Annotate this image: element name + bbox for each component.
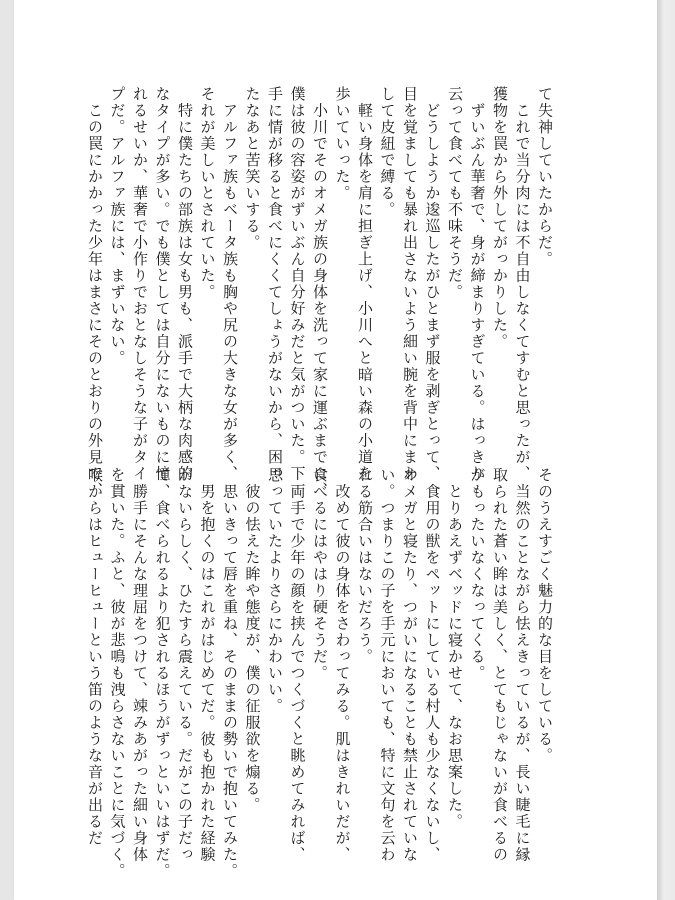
text-line: がもったいなくなってくる。 xyxy=(468,467,487,682)
text-line: がないらしく、ひたすら震えている。だがこの子だっ xyxy=(176,467,194,863)
book-page xyxy=(14,0,657,900)
text-line: どうしようか逡巡したがひとまず服を剥ぎとって、 xyxy=(423,86,442,482)
text-line: ずいぶん華奢で、身が締まりすぎている。はっきり xyxy=(468,86,487,482)
text-line: れる筋合いはないだろう。 xyxy=(356,467,374,665)
text-line: 彼の怯えた眸や態度が、僕の征服欲を煽る。 xyxy=(243,467,262,814)
text-line: そのうえすごく魅力的な目をしている。 xyxy=(536,467,554,764)
text-line: この罠にかかった少年はまさにそのとおりの外見で、 xyxy=(86,86,104,499)
text-line: て、食べられるより犯されるほうがずっといいはずだ。 xyxy=(153,467,172,880)
text-line: を貫いた。ふと、彼が悲鳴も洩らさないことに気づく。 xyxy=(108,467,127,880)
text-line: 獲物を罠から外してがっかりした。 xyxy=(491,86,509,350)
text-line: とりあえずベッドに寝かせて、なお思案した。 xyxy=(446,467,464,830)
text-line: して皮紐で縛る。 xyxy=(378,86,397,218)
text-line: それが美しいとされていた。 xyxy=(198,86,217,301)
text-line: プだ。アルファ族には、まずいない。 xyxy=(108,86,127,367)
text-line: 勝手にそんな理屈をつけて、竦みあがった細い身体 xyxy=(131,467,149,863)
text-line: 云って食べても不味そうだ。 xyxy=(446,86,464,301)
text-line: 喉からはヒューヒューという笛のような音が出るだ xyxy=(86,467,104,847)
text-line: 歩いていった。 xyxy=(333,86,352,202)
text-line: 思っていたよりさらにかわいい。 xyxy=(266,467,284,715)
text-line: 食べるにはやはり硬そうだ。 xyxy=(311,467,329,682)
text-line: 小川でそのオメガ族の身体を洗って家に運ぶまでに、 xyxy=(311,86,329,499)
text-line: 軽い身体を肩に担ぎ上げ、小川へと暗い森の小道を xyxy=(356,86,374,482)
text-line: れるせいか、華奢で小作りでおとなしそうな子がタイ xyxy=(131,86,149,482)
text-line: 両手で少年の顔を挟んでつくづくと眺めてみれば、 xyxy=(288,467,307,863)
text-line: 僕は彼の容姿がずいぶん自分好みだと気がついた。下 xyxy=(288,86,307,482)
text-line: て失神していたからだ。 xyxy=(536,86,554,268)
text-line: 手に情が移ると食べにくくてしょうがないから、困っ xyxy=(266,86,284,482)
text-line: 男を抱くのはこれがはじめてだ。彼も抱かれた経験 xyxy=(198,467,217,863)
text-line: 目を覚ましても暴れ出さないよう細い腕を背中にまわ xyxy=(401,86,419,482)
text-line: アルファ族もベータ族も胸や尻の大きな女が多く、 xyxy=(221,86,239,482)
text-line: なタイプが多い。でも僕としては自分にないものに憧 xyxy=(153,86,172,482)
text-line: 改めて彼の身体をさわってみる。肌はきれいだが、 xyxy=(333,467,352,863)
text-line: 取られた蒼い眸は美しく、とてもじゃないが食べるの xyxy=(491,467,509,863)
text-line: オメガと寝たり、つがいになることも禁止されていな xyxy=(401,467,419,863)
upper-text-section xyxy=(84,86,557,499)
text-line: 当然のことながら怯えきっているが、長い睫毛に縁 xyxy=(513,467,532,863)
text-line: 思いきって唇を重ね、そのままの勢いで抱いてみた。 xyxy=(221,467,239,880)
text-line: たなあと苦笑いする。 xyxy=(243,86,262,251)
text-line: 食用の獣をペットにしている村人も少なくないし、 xyxy=(423,467,442,863)
page-edge-shadow xyxy=(657,0,675,900)
text-line: い。つまりこの子を手元においても、特に文句を云わ xyxy=(378,467,397,863)
lower-text-section xyxy=(84,467,557,880)
text-line: これで当分肉には不自由しなくてすむと思ったが、 xyxy=(513,86,532,482)
text-line: 特に僕たちの部族は女も男も、派手で大柄な肉感的 xyxy=(176,86,194,482)
